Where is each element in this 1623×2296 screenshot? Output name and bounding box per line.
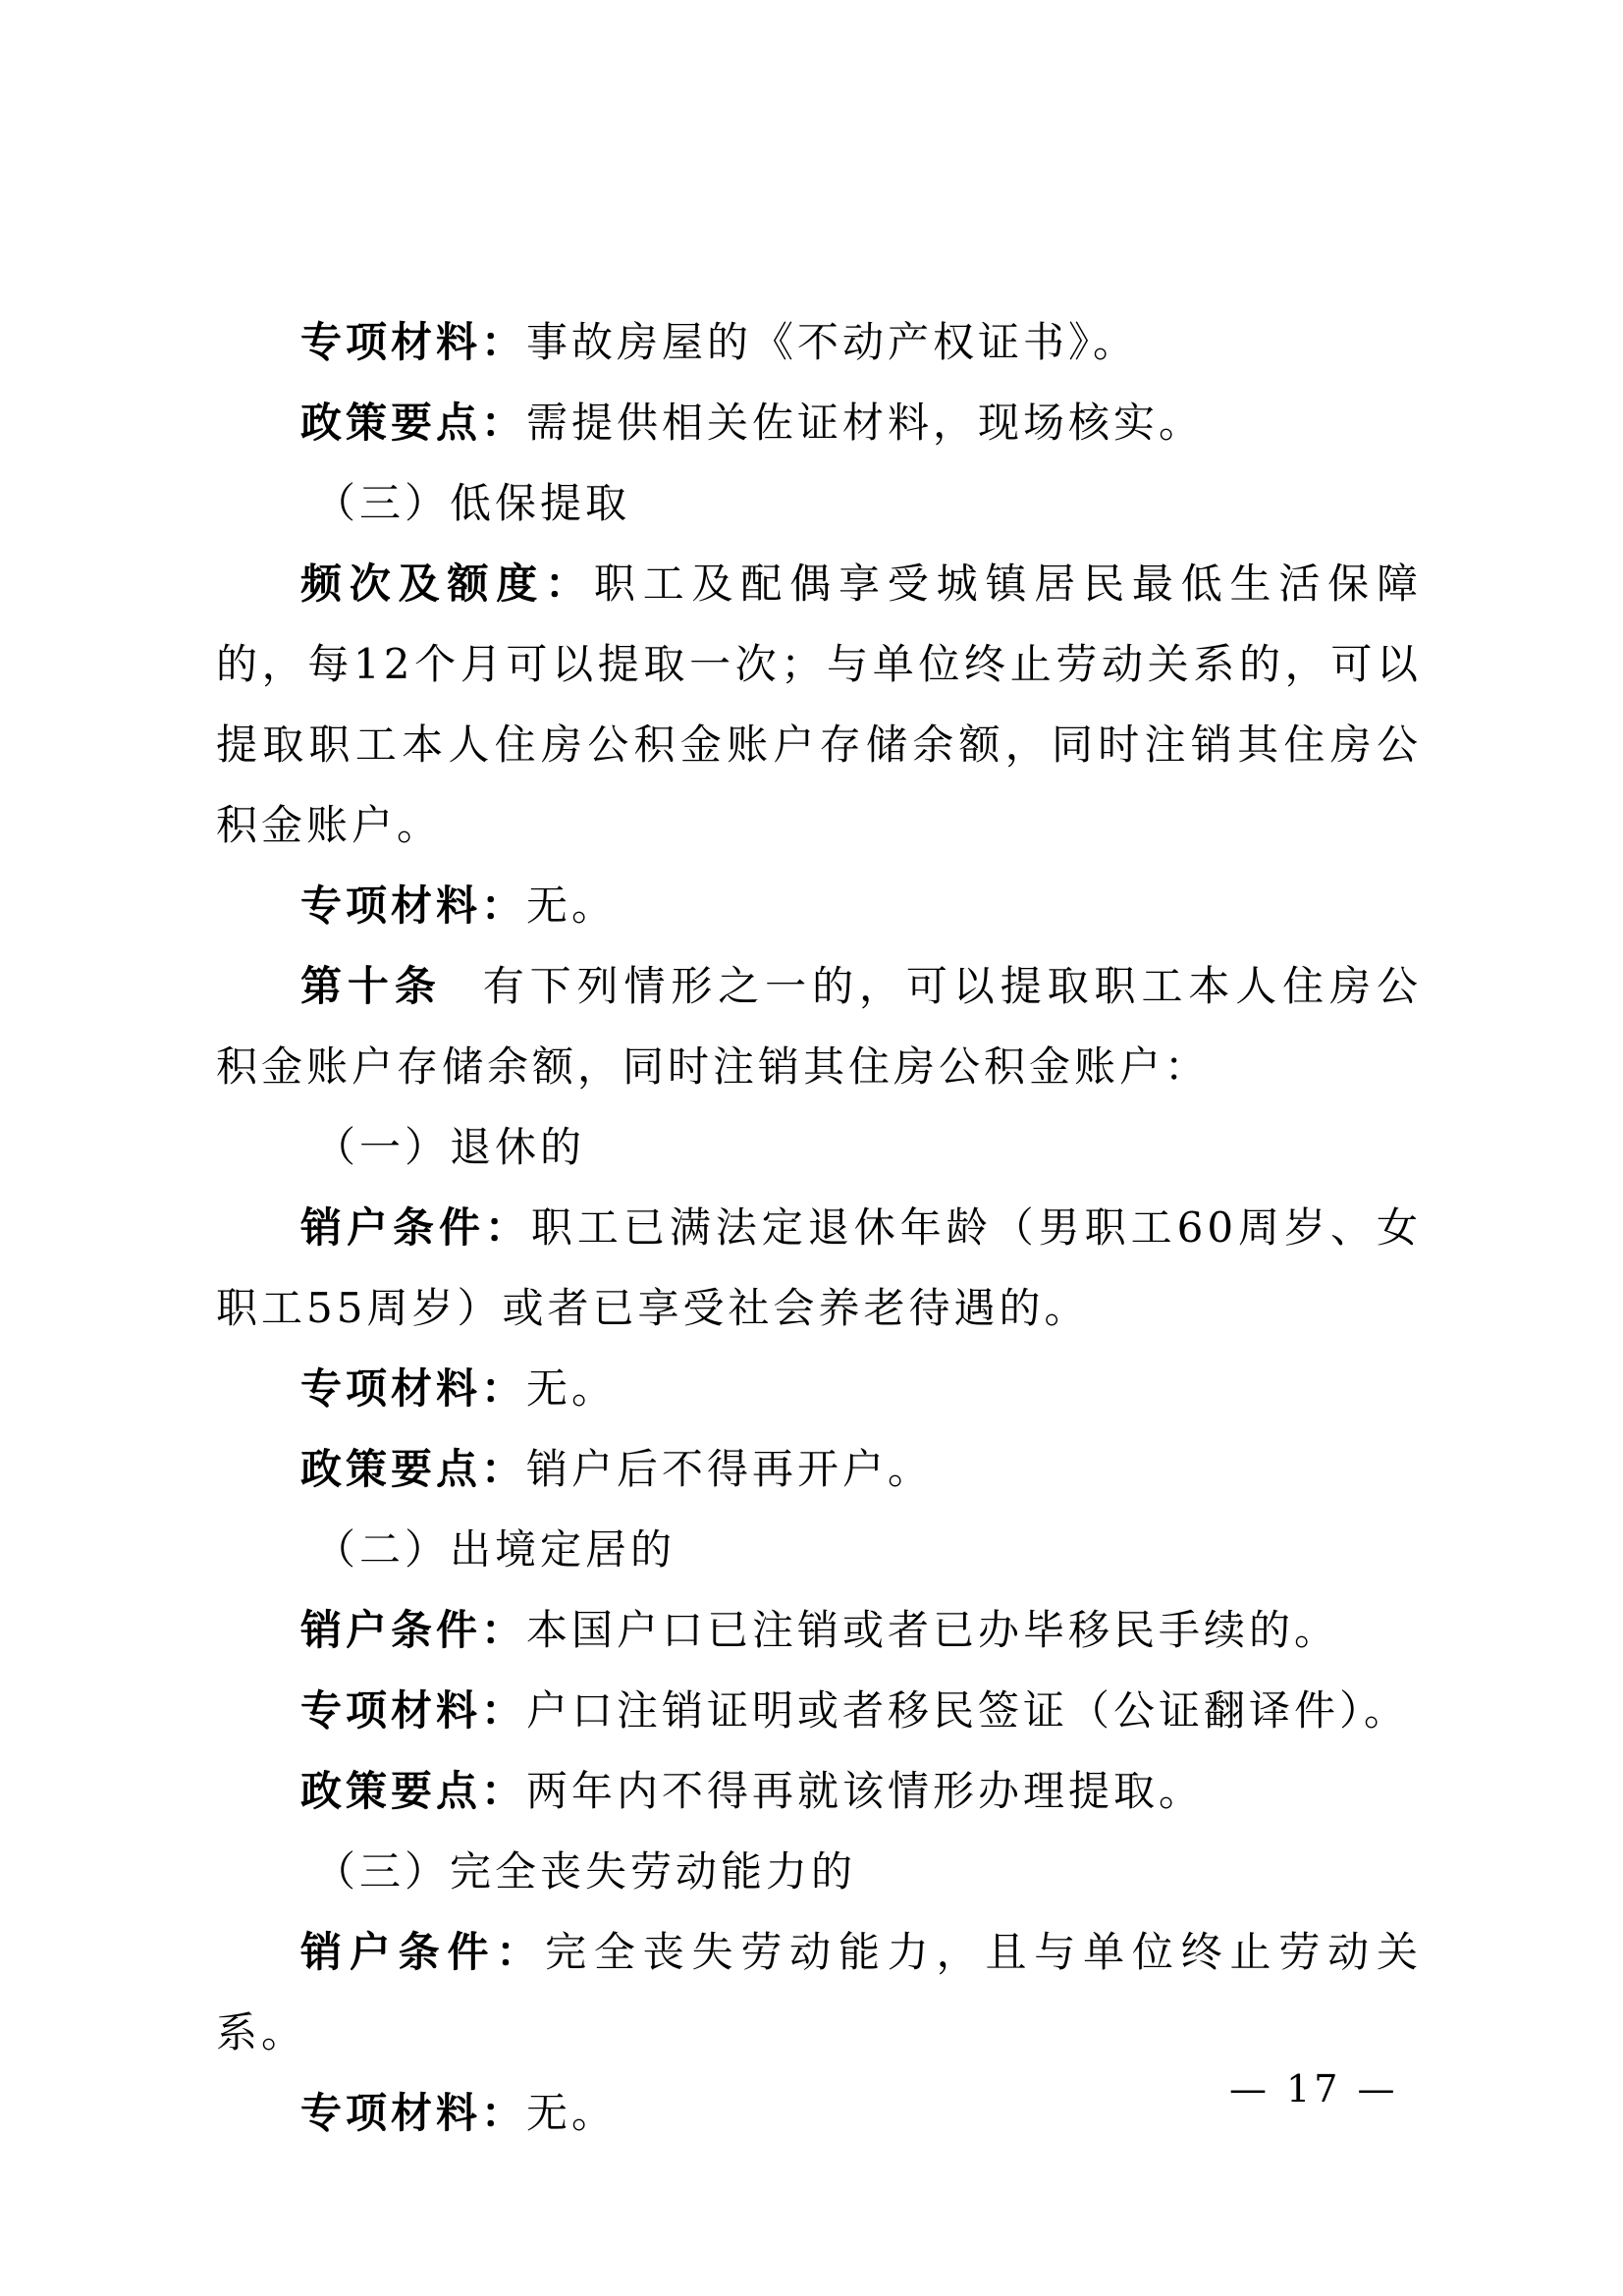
paragraph-text: 两年内不得再就该情形办理提取。: [526, 1767, 1205, 1815]
document-body: [216, 302, 1422, 2154]
paragraph-text: 无。: [526, 2089, 618, 2137]
paragraph-policy-points-1: [216, 383, 1422, 463]
paragraph-special-materials-3: [216, 1349, 1422, 1429]
paragraph-text: 需提供相关佐证材料，现场核实。: [526, 399, 1205, 447]
paragraph-closure-conditions-2: [216, 1590, 1422, 1671]
paragraph-text: 完全丧失劳动能力，且与单位终止劳动关系。: [216, 1928, 1422, 2056]
paragraph-label: 政策要点：: [300, 1445, 527, 1493]
paragraph-text: 事故房屋的《不动产权证书》。: [526, 318, 1139, 366]
subheading-retirement: （一）退休的: [314, 1123, 586, 1171]
paragraph-special-materials-1: [216, 302, 1422, 383]
paragraph-label: 销户条件：: [300, 1928, 546, 1976]
paragraph-label: 专项材料：: [300, 881, 527, 930]
paragraph-special-materials-2: [216, 866, 1422, 946]
paragraph-special-materials-4: [216, 1671, 1422, 1751]
paragraph-label: 政策要点：: [300, 1767, 527, 1815]
paragraph-text: 本国户口已注销或者已办毕移民手续的。: [526, 1606, 1340, 1654]
paragraph-text: 无。: [526, 881, 618, 930]
paragraph-policy-points-3: [216, 1751, 1422, 1832]
subheading-incapacity: （三）完全丧失劳动能力的: [314, 1847, 857, 1896]
paragraph-label: 专项材料：: [300, 1686, 527, 1735]
paragraph-text: 职工已满法定退休年龄（男职工60周岁、女职工55周岁）或者已享受社会养老待遇的。: [216, 1203, 1422, 1332]
paragraph-closure-conditions-3: [216, 1912, 1422, 2073]
page-number: — 17 —: [1229, 2067, 1399, 2110]
paragraph-text: 销户后不得再开户。: [526, 1445, 934, 1493]
paragraph-label: 频次及额度：: [300, 560, 594, 608]
paragraph-frequency-amount: [216, 544, 1422, 866]
paragraph-label: 专项材料：: [300, 2089, 527, 2137]
article-ten: [216, 946, 1422, 1107]
paragraph-label: 政策要点：: [300, 399, 527, 447]
paragraph-policy-points-2: [216, 1429, 1422, 1510]
paragraph-label: 专项材料：: [300, 1364, 527, 1413]
article-label: 第十条: [300, 962, 442, 1010]
paragraph-text: 职工及配偶享受城镇居民最低生活保障的，每12个月可以提取一次；与单位终止劳动关系的，可以提取职工本人住房公积金账户存储余额，同时注销其住房公积金账户。: [216, 560, 1422, 849]
subheading-low-income-withdrawal: （三）低保提取: [314, 479, 631, 527]
paragraph-text: 无。: [526, 1364, 618, 1413]
subheading-emigration: （二）出境定居的: [314, 1525, 676, 1574]
paragraph-label: 销户条件：: [300, 1203, 531, 1252]
paragraph-text: 户口注销证明或者移民签证（公证翻译件）。: [526, 1686, 1410, 1735]
paragraph-label: 销户条件：: [300, 1606, 527, 1654]
paragraph-closure-conditions-1: [216, 1188, 1422, 1349]
paragraph-label: 专项材料：: [300, 318, 527, 366]
article-text: 有下列情形之一的，可以提取职工本人住房公积金账户存储余额，同时注销其住房公积金账户：: [216, 962, 1422, 1091]
